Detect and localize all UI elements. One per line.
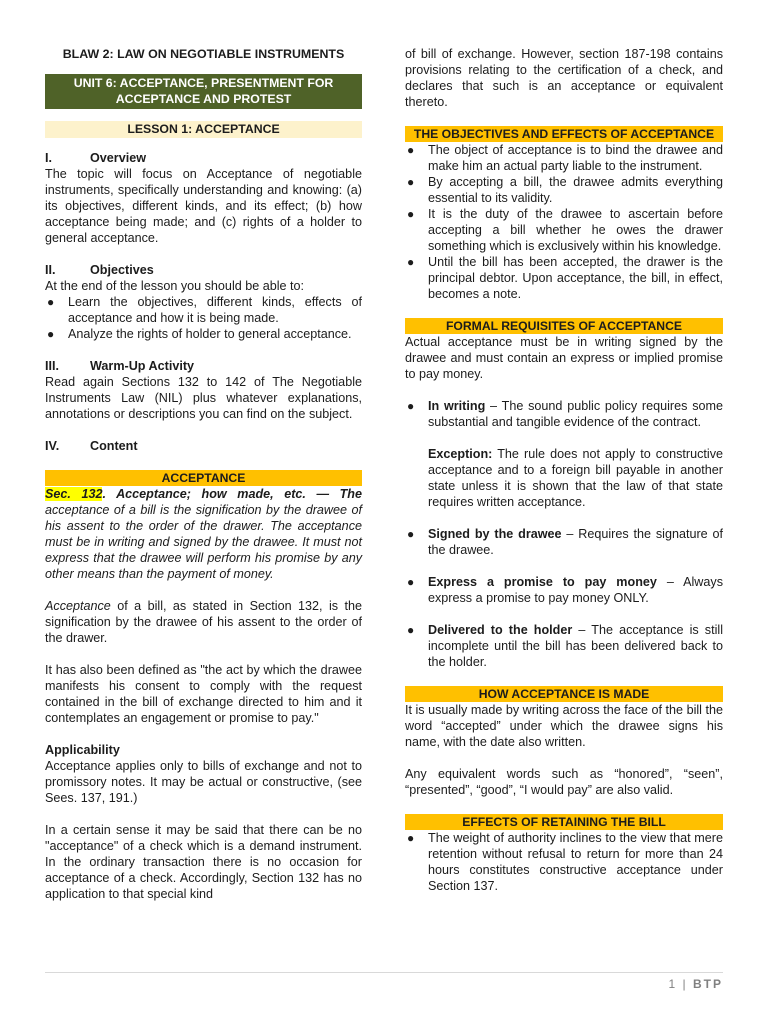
bullet-dot-icon: ●	[407, 831, 415, 845]
list-item	[405, 206, 723, 254]
applicability-text: Acceptance applies only to bills of exchange and not to promissory notes. It may be actual or constructive, (see Sees. 137, 191.)	[45, 759, 362, 805]
formal-requisites-list-4	[405, 622, 723, 670]
footer-separator: |	[682, 977, 688, 991]
warmup-heading	[45, 358, 362, 374]
retaining-banner: EFFECTS OF RETAINING THE BILL	[405, 814, 723, 830]
list-item	[405, 526, 723, 558]
section-number: II.	[45, 263, 56, 277]
document-title: BLAW 2: LAW ON NEGOTIABLE INSTRUMENTS	[62, 47, 345, 61]
list-item	[45, 326, 362, 342]
bullet-dot-icon: ●	[47, 327, 55, 341]
requisite-label: In writing	[428, 399, 486, 413]
acceptance-banner: ACCEPTANCE	[45, 470, 362, 486]
equivalent-words-text: Any equivalent words such as “honored”, “seen”, “presented”, “good”, “I would pay” are also valid.	[405, 767, 723, 797]
formal-requisites-list-2	[405, 526, 723, 558]
right-column	[405, 46, 723, 894]
bullet-dot-icon: ●	[407, 207, 415, 221]
bullet-dot-icon: ●	[407, 399, 415, 413]
bullet-dot-icon: ●	[407, 255, 415, 269]
list-item-text: The weight of authority inclines to the view that mere retention without refusal to return for more than 24 hours constitutes constructive acceptance under Section 137.	[428, 831, 723, 893]
requisite-label: Delivered to the holder	[428, 623, 573, 637]
section-title: Content	[90, 439, 138, 453]
check-paragraph: In a certain sense it may be said that there can be no "acceptance" of a check which is a demand instrument. In the ordinary transaction there is no occasion for acceptance of a check. Accordingly, Section 132 has no application to that special kind	[45, 823, 362, 901]
page-footer	[669, 976, 724, 992]
acceptance-definition-text: of a bill, as stated in Section 132, is the signification by the drawee of his assent to the order of the drawer.	[45, 599, 362, 645]
applicability-heading: Applicability	[45, 743, 120, 757]
formal-requisites-list-3	[405, 574, 723, 606]
overview-text: The topic will focus on Acceptance of negotiable instruments, specifically understanding and knowing: (a) its objectives, different kinds, and its effect; (b) how acceptance being made; and (c) rights of a holder to general acceptance.	[45, 167, 362, 245]
exception-note	[405, 446, 723, 510]
objectives-intro: At the end of the lesson you should be able to:	[45, 279, 305, 293]
requisite-text: – Requires the signature of the drawee.	[428, 527, 724, 557]
objectives-heading	[45, 262, 362, 278]
unit-banner: UNIT 6: ACCEPTANCE, PRESENTMENT FOR ACCEPTANCE AND PROTEST	[45, 74, 362, 109]
list-item	[405, 142, 723, 174]
bullet-dot-icon: ●	[407, 623, 415, 637]
list-item-text: Analyze the rights of holder to general acceptance.	[68, 327, 352, 341]
how-made-text: It is usually made by writing across the face of the bill the word “accepted” under which the drawee signs his name, with the date also written.	[405, 703, 723, 749]
list-item	[405, 174, 723, 206]
overview-heading	[45, 150, 362, 166]
list-item	[405, 622, 723, 670]
requisite-label: Express a promise to pay money	[428, 575, 657, 589]
left-column	[45, 46, 362, 902]
objectives-effects-list	[405, 142, 723, 302]
requisite-text: – The acceptance is still incomplete until the bill has been delivered back to the holder.	[428, 623, 723, 669]
section-title: Warm-Up Activity	[90, 359, 195, 373]
bullet-dot-icon: ●	[407, 143, 415, 157]
acceptance-alt-definition: It has also been defined as "the act by which the drawee manifests his consent to comply with the request contained in the bill of exchange directed to him and it contemplates an engagement or promise to pay."	[45, 663, 362, 725]
exception-text: The rule does not apply to constructive acceptance and to a foreign bill payable in another state unless it is shown that the law of that state requires written acceptance.	[428, 447, 723, 509]
how-made-banner: HOW ACCEPTANCE IS MADE	[405, 686, 723, 702]
section-132-quote	[45, 486, 362, 582]
list-item	[405, 398, 723, 430]
formal-requisites-list	[405, 398, 723, 430]
content-heading	[45, 438, 362, 454]
list-item-text: Learn the objectives, different kinds, effects of acceptance and how it is being made.	[68, 295, 362, 325]
section-132-title: . Acceptance; how made, etc. — The	[102, 487, 362, 501]
list-item-text: By accepting a bill, the drawee admits everything essential to its validity.	[428, 175, 723, 205]
author-initials: BTP	[693, 977, 723, 991]
bullet-dot-icon: ●	[407, 575, 415, 589]
warmup-text: Read again Sections 132 to 142 of The Negotiable Instruments Law (NIL) plus whatever explanations, annotations or descriptions you can find on the subject.	[45, 375, 362, 421]
list-item	[45, 294, 362, 326]
requisite-label: Signed by the drawee	[428, 527, 562, 541]
section-number: IV.	[45, 439, 60, 453]
section-132-label: Sec. 132	[45, 487, 103, 501]
requisite-text: – Always express a promise to pay money ONLY.	[428, 575, 723, 605]
formal-requisites-intro: Actual acceptance must be in writing signed by the drawee and must contain an express or implied promise to pay money.	[405, 335, 723, 381]
bullet-dot-icon: ●	[407, 527, 415, 541]
section-title: Overview	[90, 151, 147, 165]
section-number: I.	[45, 151, 52, 165]
list-item	[405, 254, 723, 302]
section-132-text: acceptance of a bill is the signification by the drawee of his assent to the order of the drawer. The acceptance must be in writing and signed by the drawee. It must not express that the drawee will perform his promise by any other means than the payment of money.	[45, 503, 362, 581]
page-number: 1	[668, 977, 678, 991]
bullet-dot-icon: ●	[407, 175, 415, 189]
list-item-text: It is the duty of the drawee to ascertain before accepting a bill whether he owes the drawer something which is exclusively within his knowledge.	[428, 207, 723, 253]
list-item	[405, 574, 723, 606]
list-item-text: Until the bill has been accepted, the drawer is the principal debtor. Upon acceptance, the bill, in effect, becomes a note.	[428, 255, 723, 301]
objectives-effects-banner: THE OBJECTIVES AND EFFECTS OF ACCEPTANCE	[405, 126, 723, 142]
section-number: III.	[45, 359, 59, 373]
lesson-banner: LESSON 1: ACCEPTANCE	[45, 121, 362, 138]
formal-requisites-banner: FORMAL REQUISITES OF ACCEPTANCE	[405, 318, 723, 334]
list-item	[405, 830, 723, 894]
requisite-text: – The sound public policy requires some substantial and tangible evidence of the contract.	[428, 399, 723, 429]
exception-label: Exception:	[428, 447, 493, 461]
list-item-text: The object of acceptance is to bind the drawee and make him an actual party liable to the instrument.	[428, 143, 723, 173]
acceptance-term: Acceptance	[45, 599, 111, 613]
acceptance-definition	[45, 598, 362, 646]
objectives-list	[45, 294, 362, 342]
check-paragraph-continued: of bill of exchange. However, section 187-198 contains provisions relating to the certification of a check, and declares that such is an acceptance or equivalent thereto.	[405, 47, 723, 109]
retaining-list	[405, 830, 723, 894]
bullet-dot-icon: ●	[47, 295, 55, 309]
section-title: Objectives	[90, 263, 154, 277]
footer-divider	[45, 972, 723, 973]
